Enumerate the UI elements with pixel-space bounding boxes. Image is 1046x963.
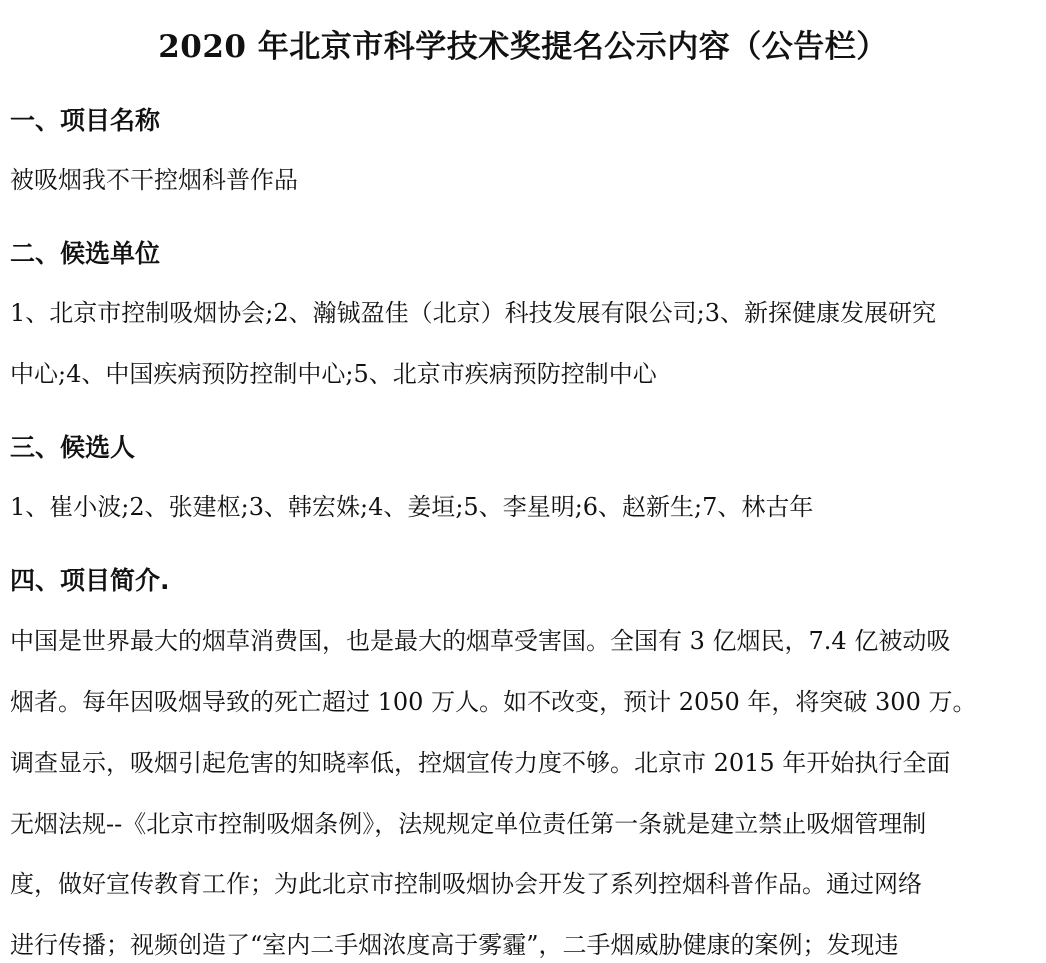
candidate-units-line-1: 1、北京市控制吸烟协会;2、瀚铖盈佳（北京）科技发展有限公司;3、新探健康发展研究 [10, 299, 936, 327]
section-heading-candidate-units: 二、候选单位 [10, 239, 161, 268]
project-intro-line-6: 进行传播；视频创造了“室内二手烟浓度高于雾霾”，二手烟威胁健康的案例；发现违 [10, 931, 899, 959]
project-name-text: 被吸烟我不干控烟科普作品 [10, 166, 298, 194]
project-intro-line-1: 中国是世界最大的烟草消费国，也是最大的烟草受害国。全国有 3 亿烟民，7.4 亿被动吸 [10, 627, 951, 655]
section-heading-project-name: 一、项目名称 [10, 106, 161, 135]
candidate-units-line-2: 中心;4、中国疾病预防控制中心;5、北京市疾病预防控制中心 [10, 360, 657, 388]
section-heading-project-intro: 四、项目简介. [10, 566, 170, 595]
project-intro-line-2: 烟者。每年因吸烟导致的死亡超过 100 万人。如不改变，预计 2050 年，将突破 300 万。 [10, 688, 977, 716]
document-title: 2020 年北京市科学技术奖提名公示内容（公告栏） [158, 29, 888, 65]
project-intro-line-5: 度，做好宣传教育工作；为此北京市控制吸烟协会开发了系列控烟科普作品。通过网络 [10, 870, 922, 898]
project-intro-line-3: 调查显示，吸烟引起危害的知晓率低，控烟宣传力度不够。北京市 2015 年开始执行全面 [10, 749, 951, 777]
project-intro-line-4: 无烟法规--《北京市控制吸烟条例》，法规规定单位责任第一条就是建立禁止吸烟管理制 [10, 810, 927, 838]
section-heading-candidates: 三、候选人 [10, 433, 136, 462]
candidates-text: 1、崔小波;2、张建枢;3、韩宏姝;4、姜垣;5、李星明;6、赵新生;7、林古年 [10, 493, 814, 521]
